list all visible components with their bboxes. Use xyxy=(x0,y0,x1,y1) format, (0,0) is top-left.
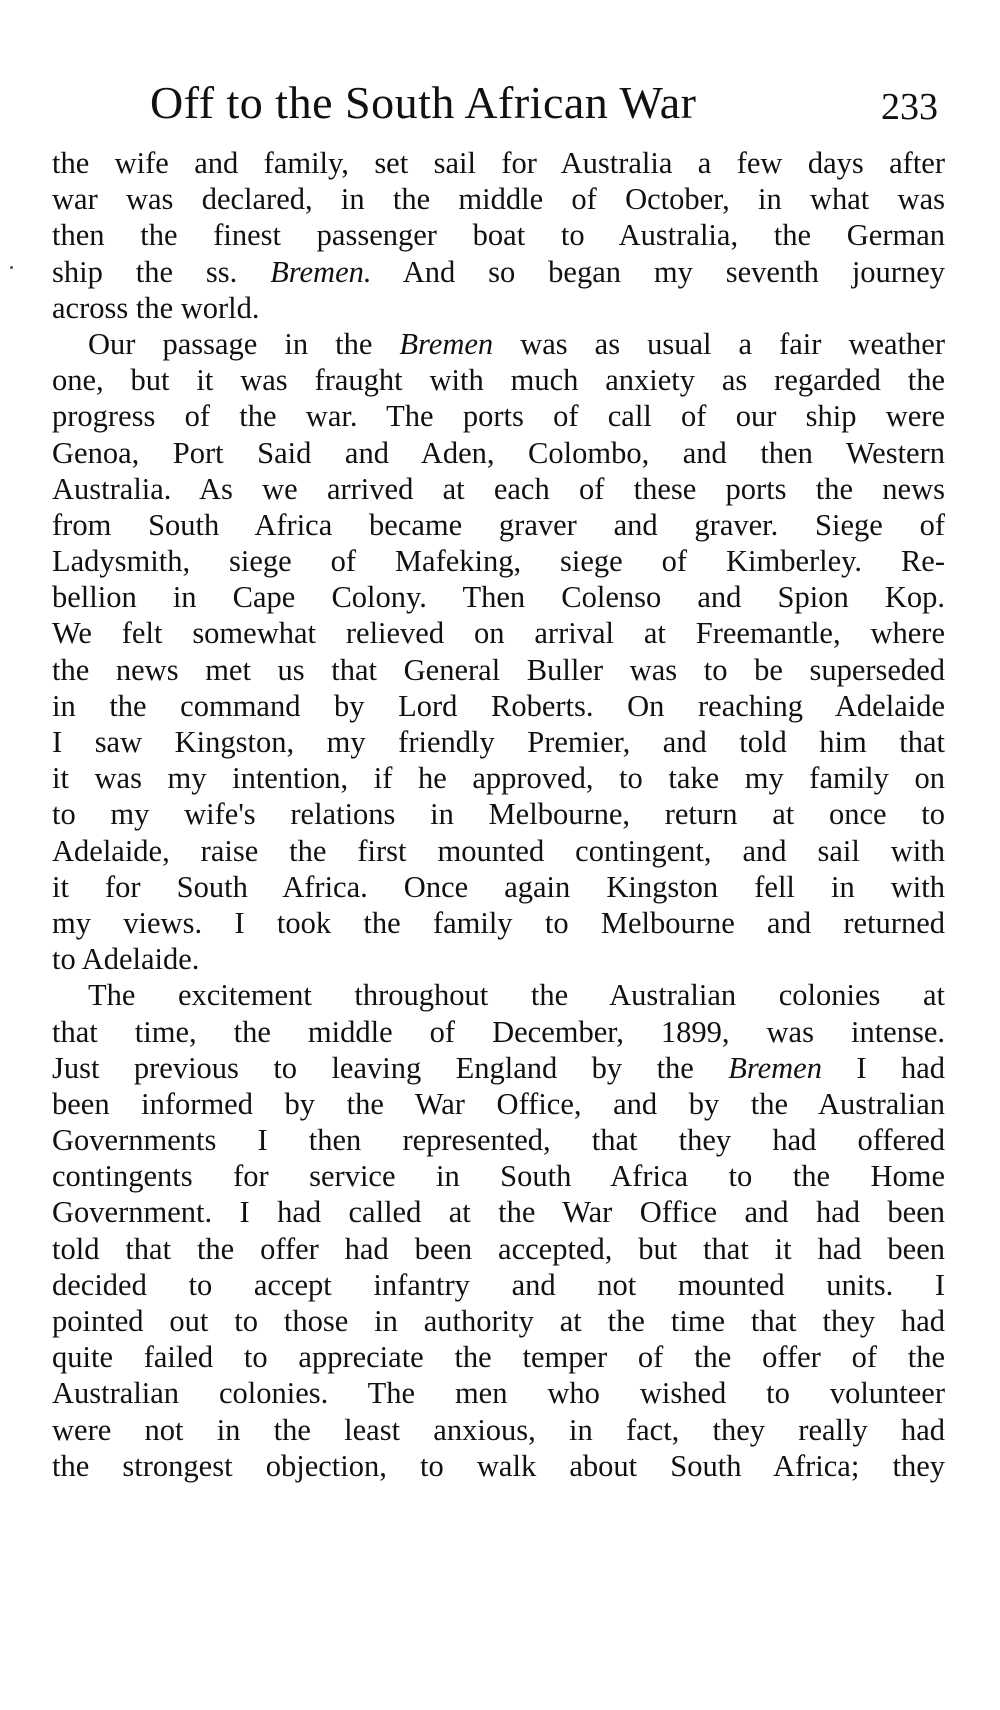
body-text xyxy=(52,145,945,1484)
text-line: bellion in Cape Colony. Then Colenso and Spion Kop. xyxy=(52,580,945,615)
text-line: Government. I had called at the War Office and had been xyxy=(52,1195,945,1230)
text-line: to Adelaide. xyxy=(52,942,200,977)
text-line: across the world. xyxy=(52,290,260,325)
text-line: The excitement throughout the Australian colonies at xyxy=(88,978,945,1013)
running-title: Off to the South African War xyxy=(150,77,697,128)
text-line: pointed out to those in authority at the time that they had xyxy=(52,1304,945,1338)
text-line: Our passage in the Bremen was as usual a fair weather xyxy=(88,326,945,361)
page-number: 233 xyxy=(881,86,938,128)
text-line: in the command by Lord Roberts. On reaching Adelaide xyxy=(52,688,945,723)
text-line: Governments I then represented, that they had offered xyxy=(52,1123,945,1158)
text-line: Ladysmith, siege of Mafeking, siege of Kimberley. Re- xyxy=(52,544,945,579)
text-line: been informed by the War Office, and by the Australian xyxy=(52,1086,945,1121)
text-line: my views. I took the family to Melbourne and returned xyxy=(52,905,945,940)
text-line: the wife and family, set sail for Australia a few days after xyxy=(52,146,945,180)
text-line: Genoa, Port Said and Aden, Colombo, and then Western xyxy=(52,435,945,470)
text-line: Australia. As we arrived at each of these ports the news xyxy=(52,471,945,506)
text-line: then the finest passenger boat to Australia, the German xyxy=(52,218,945,253)
text-line: quite failed to appreciate the temper of the offer of the xyxy=(52,1340,945,1375)
text-line: war was declared, in the middle of October, in what was xyxy=(52,182,945,217)
text-line: it was my intention, if he approved, to take my family on xyxy=(52,761,945,796)
text-line: Adelaide, raise the first mounted contingent, and sail with xyxy=(52,833,945,868)
text-line: Just previous to leaving England by the Bremen I had xyxy=(52,1050,945,1085)
text-line: from South Africa became graver and graver. Siege of xyxy=(52,507,945,542)
text-line: the strongest objection, to walk about South Africa; they xyxy=(52,1448,945,1483)
text-line: ship the ss. Bremen. And so began my seventh journey xyxy=(52,254,945,289)
text-line: We felt somewhat relieved on arrival at Freemantle, where xyxy=(52,616,945,651)
margin-speck xyxy=(10,266,13,269)
text-line: to my wife's relations in Melbourne, return at once to xyxy=(52,797,945,832)
text-line: the news met us that General Buller was to be superseded xyxy=(52,652,945,687)
page-header xyxy=(50,72,950,142)
text-line: progress of the war. The ports of call of our ship were xyxy=(52,399,945,434)
text-line: told that the offer had been accepted, but that it had been xyxy=(52,1231,945,1266)
text-line: one, but it was fraught with much anxiety as regarded the xyxy=(52,363,945,398)
text-line: were not in the least anxious, in fact, they really had xyxy=(52,1412,945,1447)
text-line: it for South Africa. Once again Kingston fell in with xyxy=(52,869,945,904)
text-line: decided to accept infantry and not mounted units. I xyxy=(52,1267,945,1302)
text-line: contingents for service in South Africa to the Home xyxy=(52,1159,945,1194)
text-line: that time, the middle of December, 1899, was intense. xyxy=(52,1014,945,1049)
text-line: I saw Kingston, my friendly Premier, and told him that xyxy=(52,725,945,759)
text-line: Australian colonies. The men who wished to volunteer xyxy=(52,1376,945,1411)
